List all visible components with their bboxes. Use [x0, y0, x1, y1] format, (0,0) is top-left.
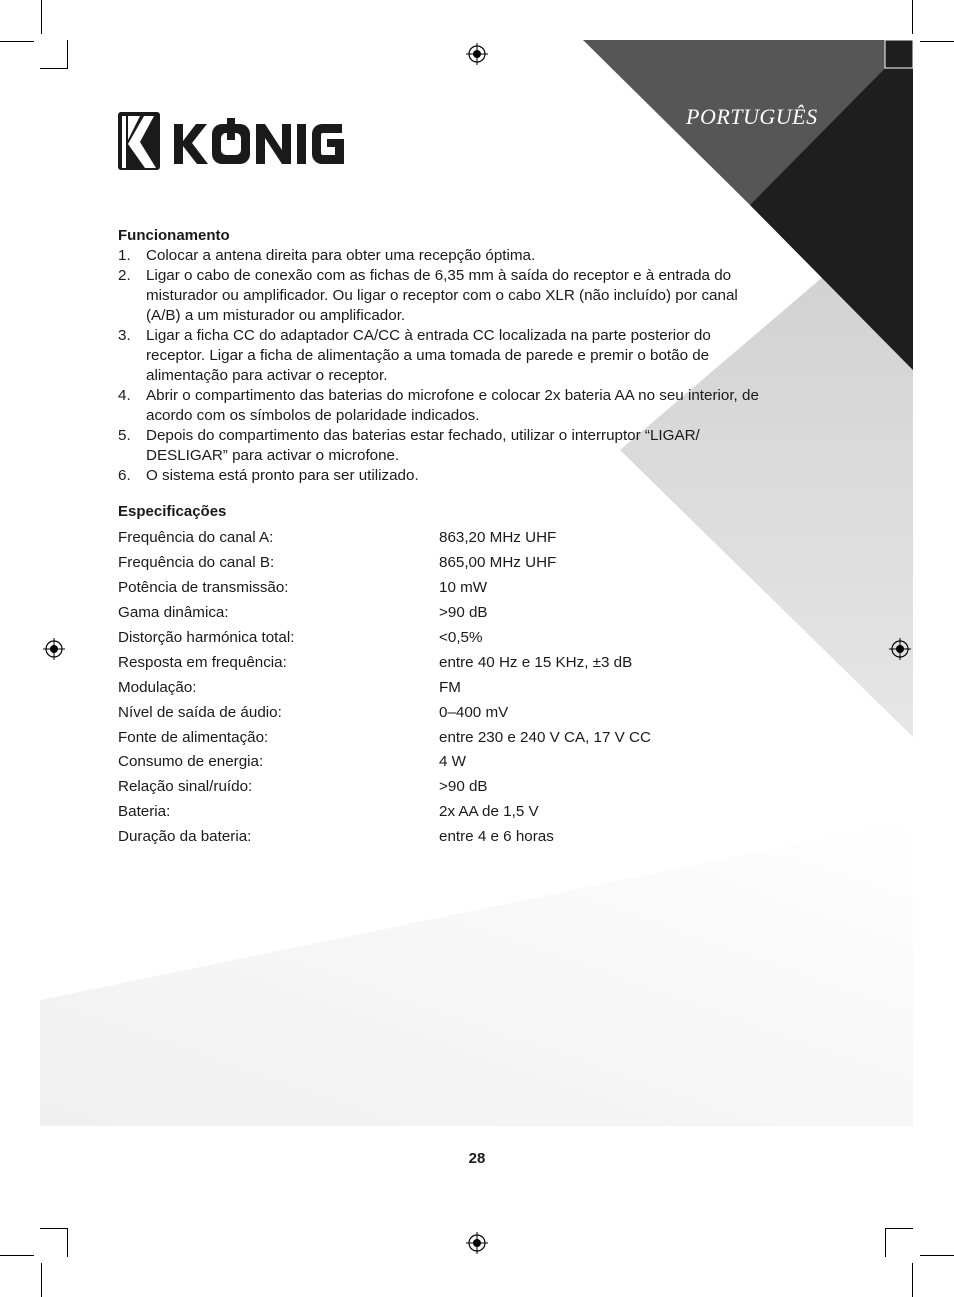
crop-mark — [40, 68, 68, 69]
crop-mark — [67, 40, 68, 69]
spec-value: 865,00 MHz UHF — [439, 554, 557, 572]
crop-mark — [885, 1228, 913, 1229]
spec-value: >90 dB — [439, 778, 488, 796]
list-item — [118, 326, 768, 386]
spec-value: 0–400 mV — [439, 703, 509, 721]
crop-mark — [40, 1228, 68, 1229]
operation-heading: Funcionamento — [118, 227, 230, 244]
step-text: Abrir o compartimento das baterias do microfone e colocar 2x bateria AA no seu interior, de acordo com os símbolos de polaridade indicados. — [146, 387, 759, 424]
spec-label: Resposta em frequência: — [118, 653, 287, 671]
step-number: 6. — [118, 467, 131, 484]
spec-value: 4 W — [439, 753, 467, 771]
operation-steps — [118, 246, 768, 486]
spec-label: Relação sinal/ruído: — [118, 778, 253, 796]
spec-label: Consumo de energia: — [118, 753, 264, 771]
table-row — [118, 750, 651, 775]
step-text: Colocar a antena direita para obter uma recepção óptima. — [146, 247, 536, 264]
spec-label: Duração da bateria: — [118, 828, 252, 846]
table-row — [118, 675, 651, 700]
spec-value: <0,5% — [439, 629, 483, 646]
list-item — [118, 426, 768, 466]
step-number: 2. — [118, 267, 131, 284]
step-number: 4. — [118, 387, 131, 404]
step-text: O sistema está pronto para ser utilizado. — [146, 467, 419, 484]
main-content — [118, 226, 768, 850]
spec-value: 863,20 MHz UHF — [439, 529, 557, 547]
spec-label: Nível de saída de áudio: — [118, 703, 282, 721]
spec-label: Potência de transmissão: — [118, 579, 289, 597]
registration-mark-icon — [466, 43, 488, 65]
spec-label: Modulação: — [118, 678, 197, 696]
spec-label: Distorção harmónica total: — [118, 629, 295, 646]
konig-logo — [118, 112, 344, 172]
step-number: 1. — [118, 247, 131, 264]
table-row — [118, 526, 651, 551]
spec-label: Bateria: — [118, 803, 171, 821]
crop-mark — [41, 0, 42, 34]
table-row — [118, 775, 651, 800]
spec-value: entre 230 e 240 V CA, 17 V CC — [439, 728, 651, 746]
crop-mark — [41, 1263, 42, 1297]
spec-value: 2x AA de 1,5 V — [439, 803, 539, 821]
table-row — [118, 626, 651, 651]
step-text: Depois do compartimento das baterias estar fechado, utilizar o interruptor “LIGAR/ DESLIGAR” para activar o microfone. — [146, 427, 700, 464]
spec-label: Frequência do canal A: — [118, 529, 274, 547]
spec-value: FM — [439, 678, 461, 696]
list-item — [118, 246, 768, 266]
crop-mark — [912, 0, 913, 34]
crop-mark — [920, 41, 954, 42]
crop-mark — [0, 1255, 34, 1256]
spec-value: entre 4 e 6 horas — [439, 828, 554, 846]
spec-label: Frequência do canal B: — [118, 554, 275, 572]
crop-mark — [67, 1228, 68, 1257]
table-row — [118, 650, 651, 675]
table-row — [118, 601, 651, 626]
spec-label: Fonte de alimentação: — [118, 728, 269, 746]
step-number: 3. — [118, 327, 131, 344]
crop-mark — [885, 1228, 886, 1257]
step-text: Ligar a ficha CC do adaptador CA/CC à entrada CC localizada na parte posterior do receptor. Ligar a ficha de alimentação a uma tomada de parede e premir o botão de alimentação para activar o receptor. — [146, 327, 711, 384]
table-row — [118, 725, 651, 750]
language-label: PORTUGUÊS — [686, 104, 818, 129]
step-text: Ligar o cabo de conexão com as fichas de 6,35 mm à saída do receptor e à entrada do misturador ou amplificador. Ou ligar o receptor com o cabo XLR (não incluído) por canal (A/B) a um misturador ou amplificador. — [146, 267, 738, 324]
crop-mark — [0, 41, 34, 42]
spec-value: 10 mW — [439, 579, 488, 597]
crop-mark — [912, 1263, 913, 1297]
specifications-heading: Especificações — [118, 503, 227, 520]
list-item — [118, 386, 768, 426]
list-item — [118, 266, 768, 326]
table-row — [118, 825, 651, 850]
step-number: 5. — [118, 427, 131, 444]
crop-mark — [920, 1255, 954, 1256]
table-row — [118, 700, 651, 725]
page-number: 28 — [468, 1150, 486, 1167]
registration-mark-icon — [466, 1232, 488, 1254]
list-item — [118, 466, 768, 486]
spec-value: >90 dB — [439, 604, 488, 622]
spec-value: entre 40 Hz e 15 KHz, ±3 dB — [439, 653, 633, 671]
registration-mark-icon — [889, 638, 911, 660]
table-row — [118, 800, 651, 825]
spec-label: Gama dinâmica: — [118, 604, 229, 622]
table-row — [118, 551, 651, 576]
table-row — [118, 576, 651, 601]
registration-mark-icon — [43, 638, 65, 660]
specifications-table — [118, 526, 651, 850]
